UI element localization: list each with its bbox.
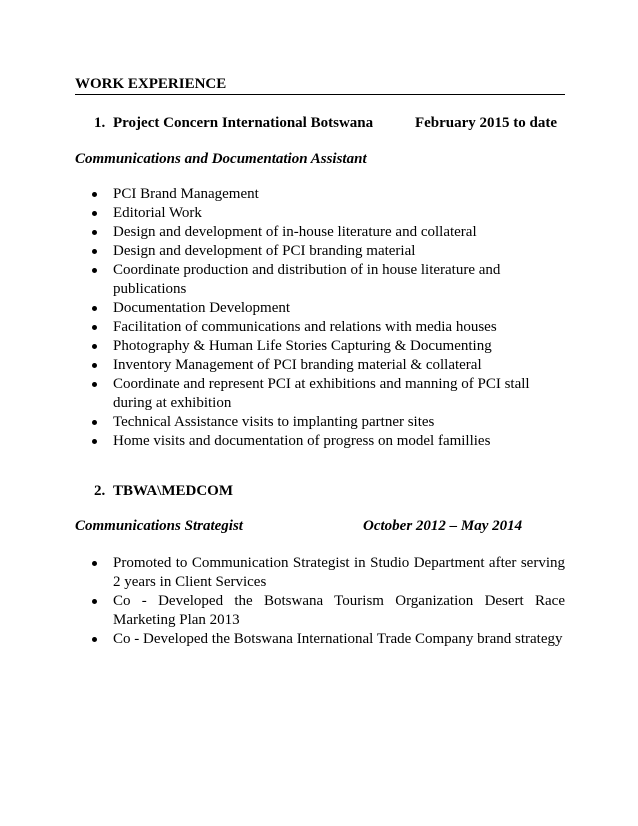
work-experience-heading: WORK EXPERIENCE — [75, 76, 565, 95]
list-item: Photography & Human Life Stories Capturing & Documenting — [75, 337, 565, 356]
list-item: Home visits and documentation of progress on model famillies — [75, 432, 565, 451]
list-item: Promoted to Communication Strategist in Studio Department after serving 2 years in Client Services — [75, 554, 565, 592]
list-item: Editorial Work — [75, 204, 565, 223]
list-item: Co - Developed the Botswana International Trade Company brand strategy — [75, 630, 565, 649]
job-1-employer: Project Concern International Botswana — [113, 115, 374, 131]
job-2-number: 2. — [94, 483, 106, 499]
job-2-header — [94, 482, 565, 501]
list-item: Documentation Development — [75, 299, 565, 318]
list-item: Design and development of in-house literature and collateral — [75, 223, 565, 242]
job-1-role: Communications and Documentation Assistant — [75, 151, 367, 167]
list-item: Facilitation of communications and relations with media houses — [75, 318, 565, 337]
job-1-header — [94, 114, 565, 133]
list-item: Coordinate production and distribution of in house literature and publications — [75, 261, 565, 299]
list-item: Inventory Management of PCI branding material & collateral — [75, 356, 565, 375]
list-item: Technical Assistance visits to implanting partner sites — [75, 413, 565, 432]
job-2-bullets — [75, 554, 565, 649]
job-1-bullets — [75, 185, 565, 451]
list-item: PCI Brand Management — [75, 185, 565, 204]
list-item: Coordinate and represent PCI at exhibitions and manning of PCI stall during at exhibition — [75, 375, 565, 413]
list-item: Co - Developed the Botswana Tourism Organization Desert Race Marketing Plan 2013 — [75, 592, 565, 630]
job-2-role: Communications Strategist — [75, 518, 243, 534]
job-1-dates: February 2015 to date — [414, 115, 557, 131]
job-1-number: 1. — [94, 115, 106, 131]
job-2-dates: October 2012 – May 2014 — [363, 518, 523, 534]
list-item: Design and development of PCI branding material — [75, 242, 565, 261]
job-2-employer: TBWA\MEDCOM — [113, 483, 233, 499]
